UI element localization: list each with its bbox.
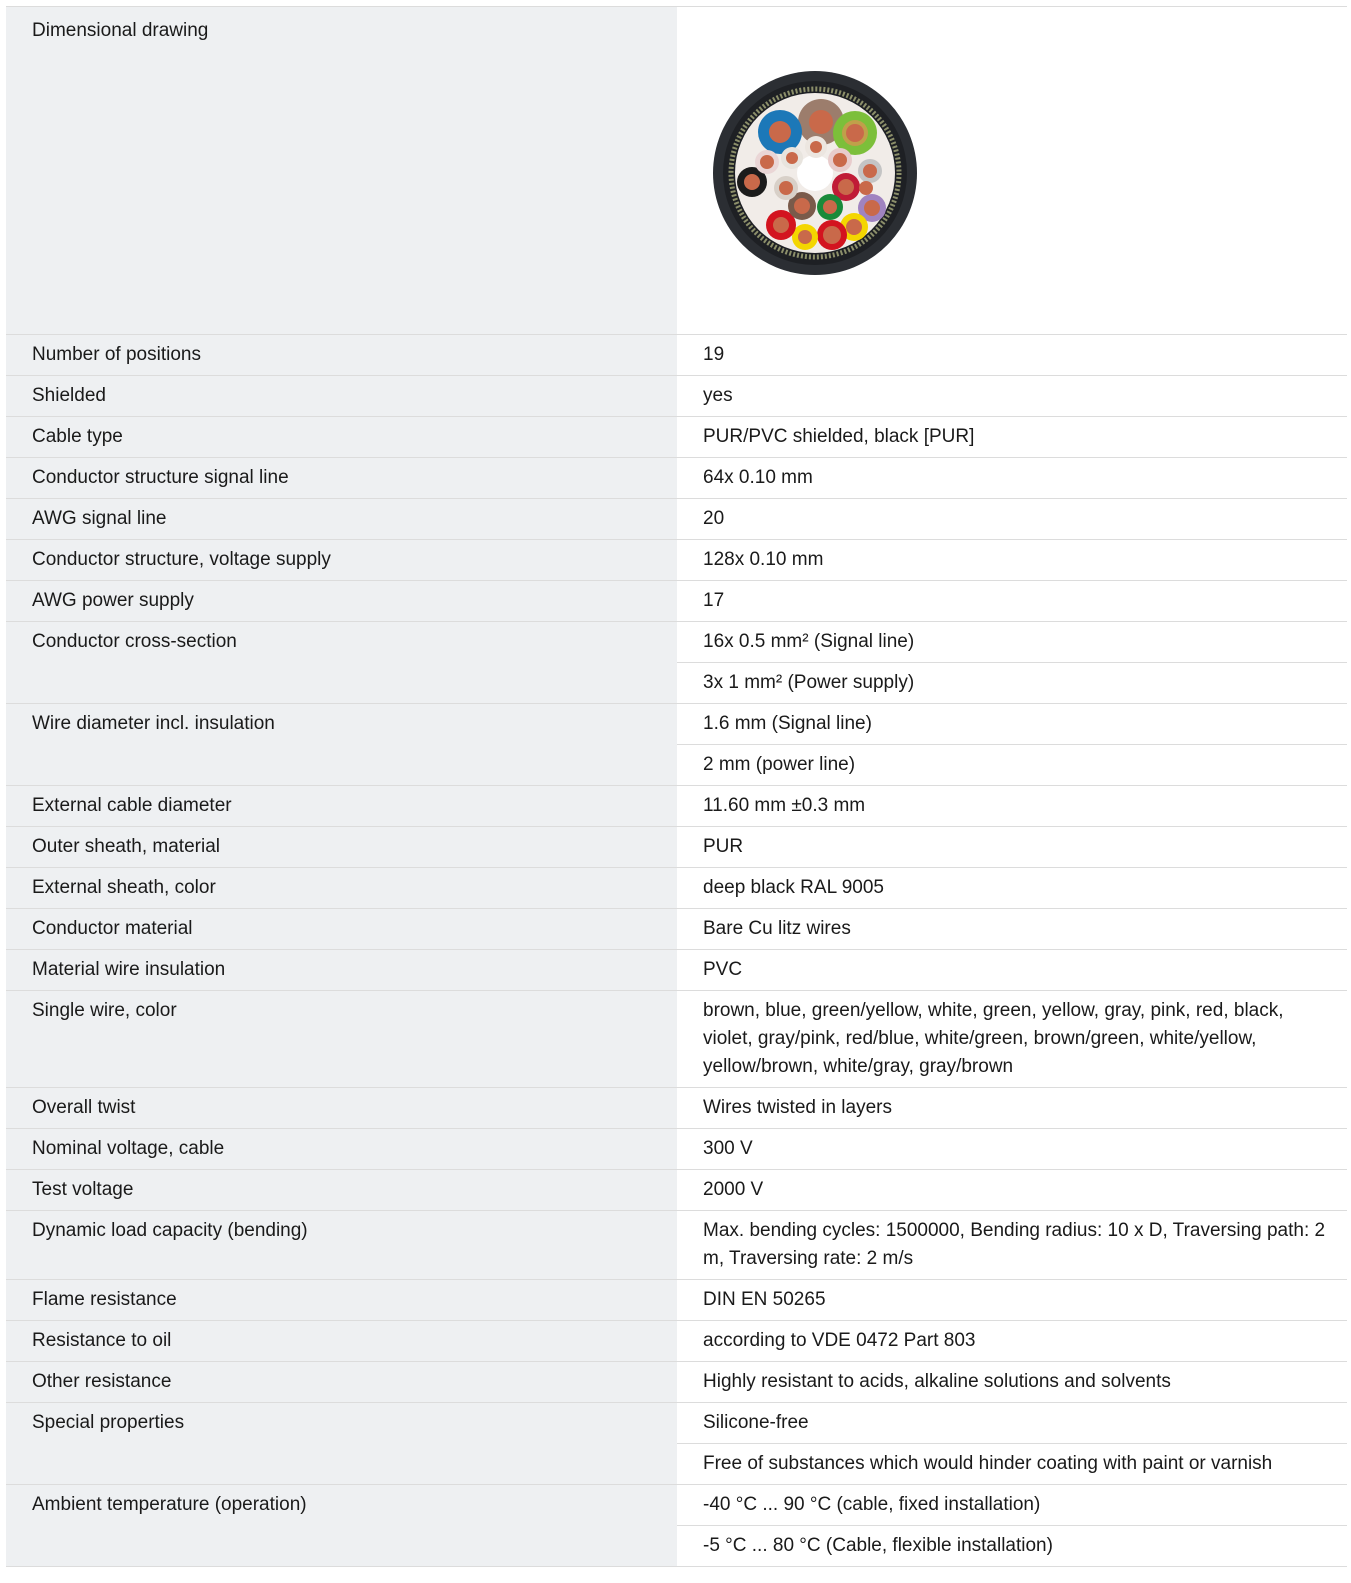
spec-row	[6, 704, 1347, 786]
spec-value-cell	[677, 991, 1347, 1087]
spec-label: Test voltage	[32, 1179, 134, 1200]
spec-row	[6, 581, 1347, 622]
spec-value: Max. bending cycles: 1500000, Bending radius: 10 x D, Traversing path: 2 m, Traversing rate: 2 m/s	[703, 1220, 1326, 1269]
spec-row	[6, 827, 1347, 868]
spec-row	[6, 1170, 1347, 1211]
spec-label: Conductor cross-section	[32, 631, 237, 652]
spec-value-cell	[677, 581, 1347, 621]
spec-value: Bare Cu litz wires	[703, 918, 851, 939]
spec-value-cell	[677, 499, 1347, 539]
spec-value-cell	[677, 1088, 1347, 1128]
spec-label-cell	[6, 417, 677, 457]
spec-label: AWG power supply	[32, 590, 194, 611]
spec-table	[6, 6, 1347, 1567]
spec-label-cell	[6, 868, 677, 908]
spec-label: Number of positions	[32, 344, 201, 365]
spec-value: 17	[703, 590, 725, 611]
spec-value-cell	[677, 417, 1347, 457]
spec-label-cell	[6, 622, 677, 703]
spec-label: Overall twist	[32, 1097, 136, 1118]
spec-value-cell	[677, 335, 1347, 375]
spec-label-cell	[6, 1321, 677, 1361]
spec-label: Conductor structure, voltage supply	[32, 549, 331, 570]
drawing-row	[6, 7, 1347, 335]
spec-value-cell	[677, 786, 1347, 826]
spec-row	[6, 376, 1347, 417]
spec-value-cell	[677, 458, 1347, 498]
spec-label: Dynamic load capacity (bending)	[32, 1220, 308, 1241]
spec-value: 11.60 mm ±0.3 mm	[703, 795, 866, 816]
spec-row	[6, 1211, 1347, 1280]
spec-label: Flame resistance	[32, 1289, 177, 1310]
spec-value: deep black RAL 9005	[703, 877, 884, 898]
spec-label: Conductor structure signal line	[32, 467, 289, 488]
spec-row	[6, 499, 1347, 540]
spec-label-cell	[6, 1485, 677, 1566]
spec-label: External cable diameter	[32, 795, 232, 816]
spec-label: Ambient temperature (operation)	[32, 1494, 307, 1515]
spec-row	[6, 540, 1347, 581]
spec-value-cell	[677, 704, 1347, 785]
spec-row	[6, 1280, 1347, 1321]
spec-value-cell	[677, 909, 1347, 949]
spec-row	[6, 1362, 1347, 1403]
spec-value: 16x 0.5 mm² (Signal line)	[677, 622, 1347, 663]
spec-label: AWG signal line	[32, 508, 167, 529]
spec-label-cell	[6, 1088, 677, 1128]
spec-label: Single wire, color	[32, 1000, 177, 1021]
spec-value: PVC	[703, 959, 743, 980]
spec-value: PUR	[703, 836, 744, 857]
spec-label-cell	[6, 827, 677, 867]
spec-value: -5 °C ... 80 °C (Cable, flexible installation)	[703, 1535, 1053, 1556]
spec-label-cell	[6, 499, 677, 539]
spec-row	[6, 1088, 1347, 1129]
spec-value: according to VDE 0472 Part 803	[703, 1330, 976, 1351]
spec-row	[6, 868, 1347, 909]
spec-row	[6, 1403, 1347, 1485]
spec-label-cell	[6, 1129, 677, 1169]
spec-label-cell	[6, 704, 677, 785]
spec-value: 64x 0.10 mm	[703, 467, 813, 488]
spec-value: 2 mm (power line)	[703, 754, 856, 775]
spec-value: brown, blue, green/yellow, white, green, yellow, gray, pink, red, black, violet, gray/pink, red/blue, white/green, brown/green, white/yellow, yellow/brown, white/gray, gray/brown	[703, 1000, 1284, 1077]
spec-value: yes	[703, 385, 733, 406]
spec-value: 19	[703, 344, 725, 365]
spec-row	[6, 786, 1347, 827]
drawing-label-cell	[6, 7, 677, 334]
spec-value: 3x 1 mm² (Power supply)	[703, 672, 915, 693]
spec-label-cell	[6, 786, 677, 826]
spec-label: Nominal voltage, cable	[32, 1138, 225, 1159]
spec-value: DIN EN 50265	[703, 1289, 826, 1310]
spec-label-cell	[6, 376, 677, 416]
spec-label-cell	[6, 581, 677, 621]
spec-value: Silicone-free	[677, 1403, 1347, 1444]
spec-value: 300 V	[703, 1138, 753, 1159]
spec-label-cell	[6, 335, 677, 375]
spec-row	[6, 458, 1347, 499]
spec-row	[6, 909, 1347, 950]
spec-label-cell	[6, 458, 677, 498]
spec-label: Material wire insulation	[32, 959, 226, 980]
spec-label: Conductor material	[32, 918, 193, 939]
spec-value: 2000 V	[703, 1179, 764, 1200]
spec-value-cell	[677, 1321, 1347, 1361]
spec-row	[6, 991, 1347, 1088]
drawing-area	[677, 7, 1347, 334]
spec-row	[6, 335, 1347, 376]
spec-value-cell	[677, 622, 1347, 703]
spec-row	[6, 1129, 1347, 1170]
spec-label: Shielded	[32, 385, 106, 406]
spec-label-cell	[6, 1362, 677, 1402]
spec-row	[6, 417, 1347, 458]
spec-label: Resistance to oil	[32, 1330, 172, 1351]
spec-row	[6, 1485, 1347, 1567]
spec-value: 1.6 mm (Signal line)	[677, 704, 1347, 745]
spec-label: Wire diameter incl. insulation	[32, 713, 275, 734]
spec-row	[6, 1321, 1347, 1362]
spec-label: Cable type	[32, 426, 123, 447]
spec-label: Other resistance	[32, 1371, 172, 1392]
spec-label-cell	[6, 540, 677, 580]
spec-label-cell	[6, 950, 677, 990]
spec-value-cell	[677, 950, 1347, 990]
spec-value: PUR/PVC shielded, black [PUR]	[703, 426, 975, 447]
spec-value-cell	[677, 868, 1347, 908]
spec-value-cell	[677, 1485, 1347, 1566]
spec-label: External sheath, color	[32, 877, 216, 898]
spec-value-cell	[677, 827, 1347, 867]
drawing-label: Dimensional drawing	[32, 20, 209, 41]
spec-value-cell	[677, 1362, 1347, 1402]
spec-value-cell	[677, 540, 1347, 580]
spec-label-cell	[6, 1211, 677, 1279]
cable-cross-section-icon	[712, 70, 918, 276]
spec-value-cell	[677, 1403, 1347, 1484]
spec-value: Highly resistant to acids, alkaline solutions and solvents	[703, 1371, 1171, 1392]
spec-value-cell	[677, 1211, 1347, 1279]
spec-label-cell	[6, 1403, 677, 1484]
spec-label: Outer sheath, material	[32, 836, 220, 857]
spec-label-cell	[6, 909, 677, 949]
spec-value: 128x 0.10 mm	[703, 549, 824, 570]
spec-value: 20	[703, 508, 725, 529]
spec-row	[6, 622, 1347, 704]
spec-value: Wires twisted in layers	[703, 1097, 892, 1118]
spec-value: -40 °C ... 90 °C (cable, fixed installation)	[677, 1485, 1347, 1526]
spec-row	[6, 950, 1347, 991]
spec-rows	[6, 335, 1347, 1567]
spec-value-cell	[677, 1170, 1347, 1210]
spec-value-cell	[677, 1280, 1347, 1320]
spec-value: Free of substances which would hinder coating with paint or varnish	[703, 1453, 1273, 1474]
spec-label-cell	[6, 1280, 677, 1320]
spec-label: Special properties	[32, 1412, 185, 1433]
spec-label-cell	[6, 991, 677, 1087]
spec-value-cell	[677, 376, 1347, 416]
spec-value-cell	[677, 1129, 1347, 1169]
spec-label-cell	[6, 1170, 677, 1210]
